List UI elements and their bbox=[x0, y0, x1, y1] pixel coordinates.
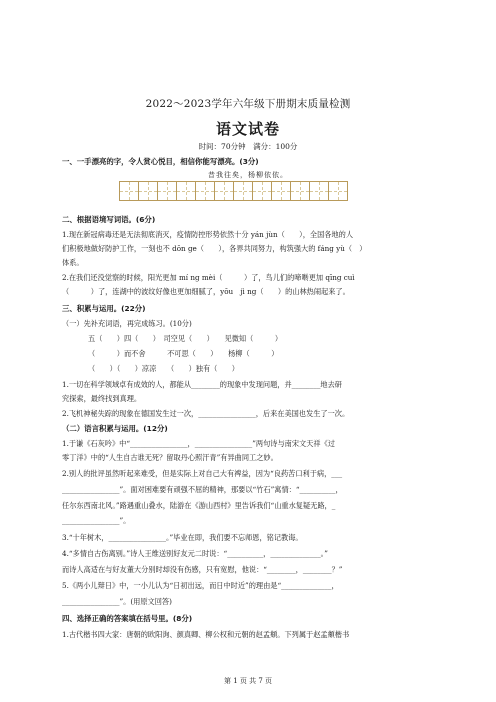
grid-cell[interactable] bbox=[328, 181, 348, 201]
s3-line2-6: ________________”。 bbox=[62, 516, 131, 525]
grid-cell[interactable] bbox=[119, 181, 139, 201]
s3-line2-11: ________________”。(用原文回答) bbox=[62, 597, 172, 606]
grid-cell[interactable] bbox=[176, 181, 196, 201]
s3-sub-1: （一）先补充词语，再完成练习。(10分) bbox=[62, 319, 192, 328]
s3-line2-5: 任尔东西南北风。”路遇重山叠水，陆游在《游山西村》里告诉我们“山重水复疑无路，_ bbox=[62, 501, 336, 510]
s3-line2-4: ________________”。面对困难要有顽强不屈的精神，那要以“竹石”寓情：“__________， bbox=[62, 485, 343, 494]
s3-line2-2: 零丁洋》中的“人生自古谁无死？留取丹心照汗青”有异曲同工之妙。 bbox=[62, 453, 278, 462]
exam-meta: 时间：70分钟 满分：100分 bbox=[198, 142, 298, 151]
grid-cell[interactable] bbox=[233, 181, 253, 201]
s3-line2-3: 2.别人的批评虽然听起来难受，但是实际上对自己大有裨益，因为“良药苦口利于病，___ bbox=[62, 469, 343, 478]
s3-q-line-2: 究探索，最终找到真理。 bbox=[62, 394, 142, 403]
grid-cell[interactable] bbox=[214, 181, 234, 201]
idiom-row-3: （ ）（ ）凉凉 （ ）独有（ ） bbox=[88, 364, 239, 373]
grid-cell[interactable] bbox=[157, 181, 177, 201]
s3-q-line-3: 2.飞机神秘失踪的现象在德国发生过一次，________________，后来在美国也发生了一次。 bbox=[62, 409, 350, 418]
subject-title: 语文试卷 bbox=[215, 120, 280, 138]
s3-line2-8: 4.“多情自古伤离别。”诗人王维送别好友元二时说：“__________，______________。” bbox=[62, 549, 328, 558]
section-4-heading: 四、选择正确的答案填在括号里。(8分) bbox=[62, 614, 193, 623]
s3-sub-2: （二）语言积累与运用。(12分) bbox=[62, 424, 168, 433]
s3-line2-7: 3.“十年树木，________________。”毕业在即，我们要不忘师恩，铭记教诲。 bbox=[62, 533, 303, 542]
grid-cell[interactable] bbox=[271, 181, 291, 201]
section-1-heading: 一、一手漂亮的字，令人赏心悦目，相信你能写漂亮。(3分) bbox=[62, 157, 259, 166]
s3-line2-1: 1.于谦《石灰吟》中“________________，________________”两句诗与南宋文天祥《过 bbox=[62, 439, 335, 448]
section-3-heading: 三、积累与运用。(22分) bbox=[62, 304, 146, 313]
grid-cell[interactable] bbox=[309, 181, 329, 201]
section-2-heading: 二、根据语境写词语。(6分) bbox=[62, 215, 156, 224]
s2-line-4: 2.在我们还没觉察的时候，阳光更加 mí ng mèi（ ）了，鸟儿们的啼啭更加 qīng cuì bbox=[62, 273, 355, 282]
grid-cell[interactable] bbox=[195, 181, 215, 201]
grid-cell[interactable] bbox=[138, 181, 158, 201]
exam-title: 2022～2023学年六年级下册期末质量检测 bbox=[145, 98, 351, 110]
s2-line-5: （ ）了，连湖中的波纹好像也更加细腻了，yōu jì ng（ ）的山林热闹起来了。 bbox=[62, 287, 350, 296]
idiom-row-2: （ ）而不舍 不可思（ ） 杨柳（ ） bbox=[88, 349, 279, 358]
copy-motto: 昔我往矣，杨柳依依。 bbox=[208, 171, 288, 179]
s2-line-2: 们积极地做好防护工作，一刻也不 dōn ge（ ），各界共同努力，构筑强大的 fáng yù（ ） bbox=[62, 244, 367, 253]
s2-line-3: 体系。 bbox=[62, 258, 84, 267]
grid-cell[interactable] bbox=[252, 181, 272, 201]
s4-line-1: 1.古代楷书四大家：唐朝的欧阳询、颜真卿、柳公权和元朝的赵孟頫。下列属于赵孟頫楷书 bbox=[62, 630, 350, 639]
idiom-row-1: 五（ ）四（ ） 司空见（ ） 见微知（ ） bbox=[88, 334, 283, 343]
s3-q-line-1: 1.一切在科学领域卓有成效的人，都能从________的现象中发现问题，并________地去研 bbox=[62, 380, 342, 389]
grid-cell[interactable] bbox=[290, 181, 310, 201]
writing-grid[interactable] bbox=[120, 181, 348, 201]
s3-line2-9: 而诗人高适在与好友董大分别时却没有伤感，只有宽慰，他说：“________，________？” bbox=[62, 565, 343, 574]
s2-line-1: 1.现在新冠病毒还是无法彻底消灭，疫情防控形势依然十分 yán jùn（ ），全国各地的人 bbox=[62, 230, 354, 239]
s3-line2-10: 5.《两小儿辩日》中，一小儿认为“日初出远，而日中时近”的理由是“______________， bbox=[62, 581, 339, 590]
page-footer: 第 1 页 共 7 页 bbox=[223, 677, 273, 685]
